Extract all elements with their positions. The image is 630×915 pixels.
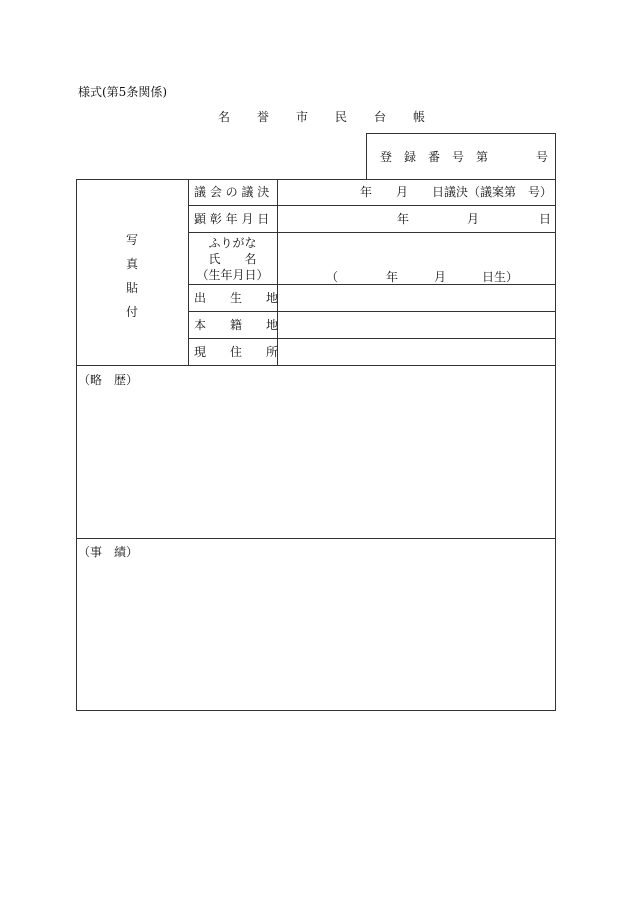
photo-area bbox=[77, 180, 188, 365]
name-label-group bbox=[188, 236, 277, 282]
birthplace-label: 出 生 地 bbox=[194, 291, 279, 305]
council-resolution-label: 議 会 の 議 決 bbox=[194, 185, 270, 199]
photo-char: 貼 bbox=[125, 281, 138, 295]
photo-char: 写 bbox=[125, 233, 138, 247]
birth-date-label: （生年月日） bbox=[196, 268, 269, 282]
form-label: 様式(第5条関係) bbox=[78, 85, 167, 99]
birth-date-value: （ 年 月 日生） bbox=[326, 270, 519, 284]
career-section-label: （略 歴） bbox=[78, 373, 139, 387]
photo-char: 真 bbox=[125, 257, 138, 271]
domicile-label: 本 籍 地 bbox=[194, 318, 279, 332]
address-label: 現 住 所 bbox=[194, 345, 279, 359]
photo-char: 付 bbox=[125, 305, 138, 319]
commendation-month: 月 bbox=[467, 212, 480, 226]
achievements-section-label: （事 績） bbox=[78, 545, 139, 559]
furigana-label: ふりがな bbox=[208, 236, 257, 250]
registration-number: 登 録 番 号 第 号 bbox=[380, 150, 549, 164]
page-title: 名 誉 市 民 台 帳 bbox=[218, 110, 427, 124]
council-resolution-value: 年 月 日議決（議案第 号） bbox=[360, 185, 553, 199]
commendation-year: 年 bbox=[397, 212, 410, 226]
name-label: 氏 名 bbox=[208, 252, 257, 266]
commendation-date-label: 顕 彰 年 月 日 bbox=[194, 212, 270, 226]
commendation-day: 日 bbox=[539, 212, 552, 226]
